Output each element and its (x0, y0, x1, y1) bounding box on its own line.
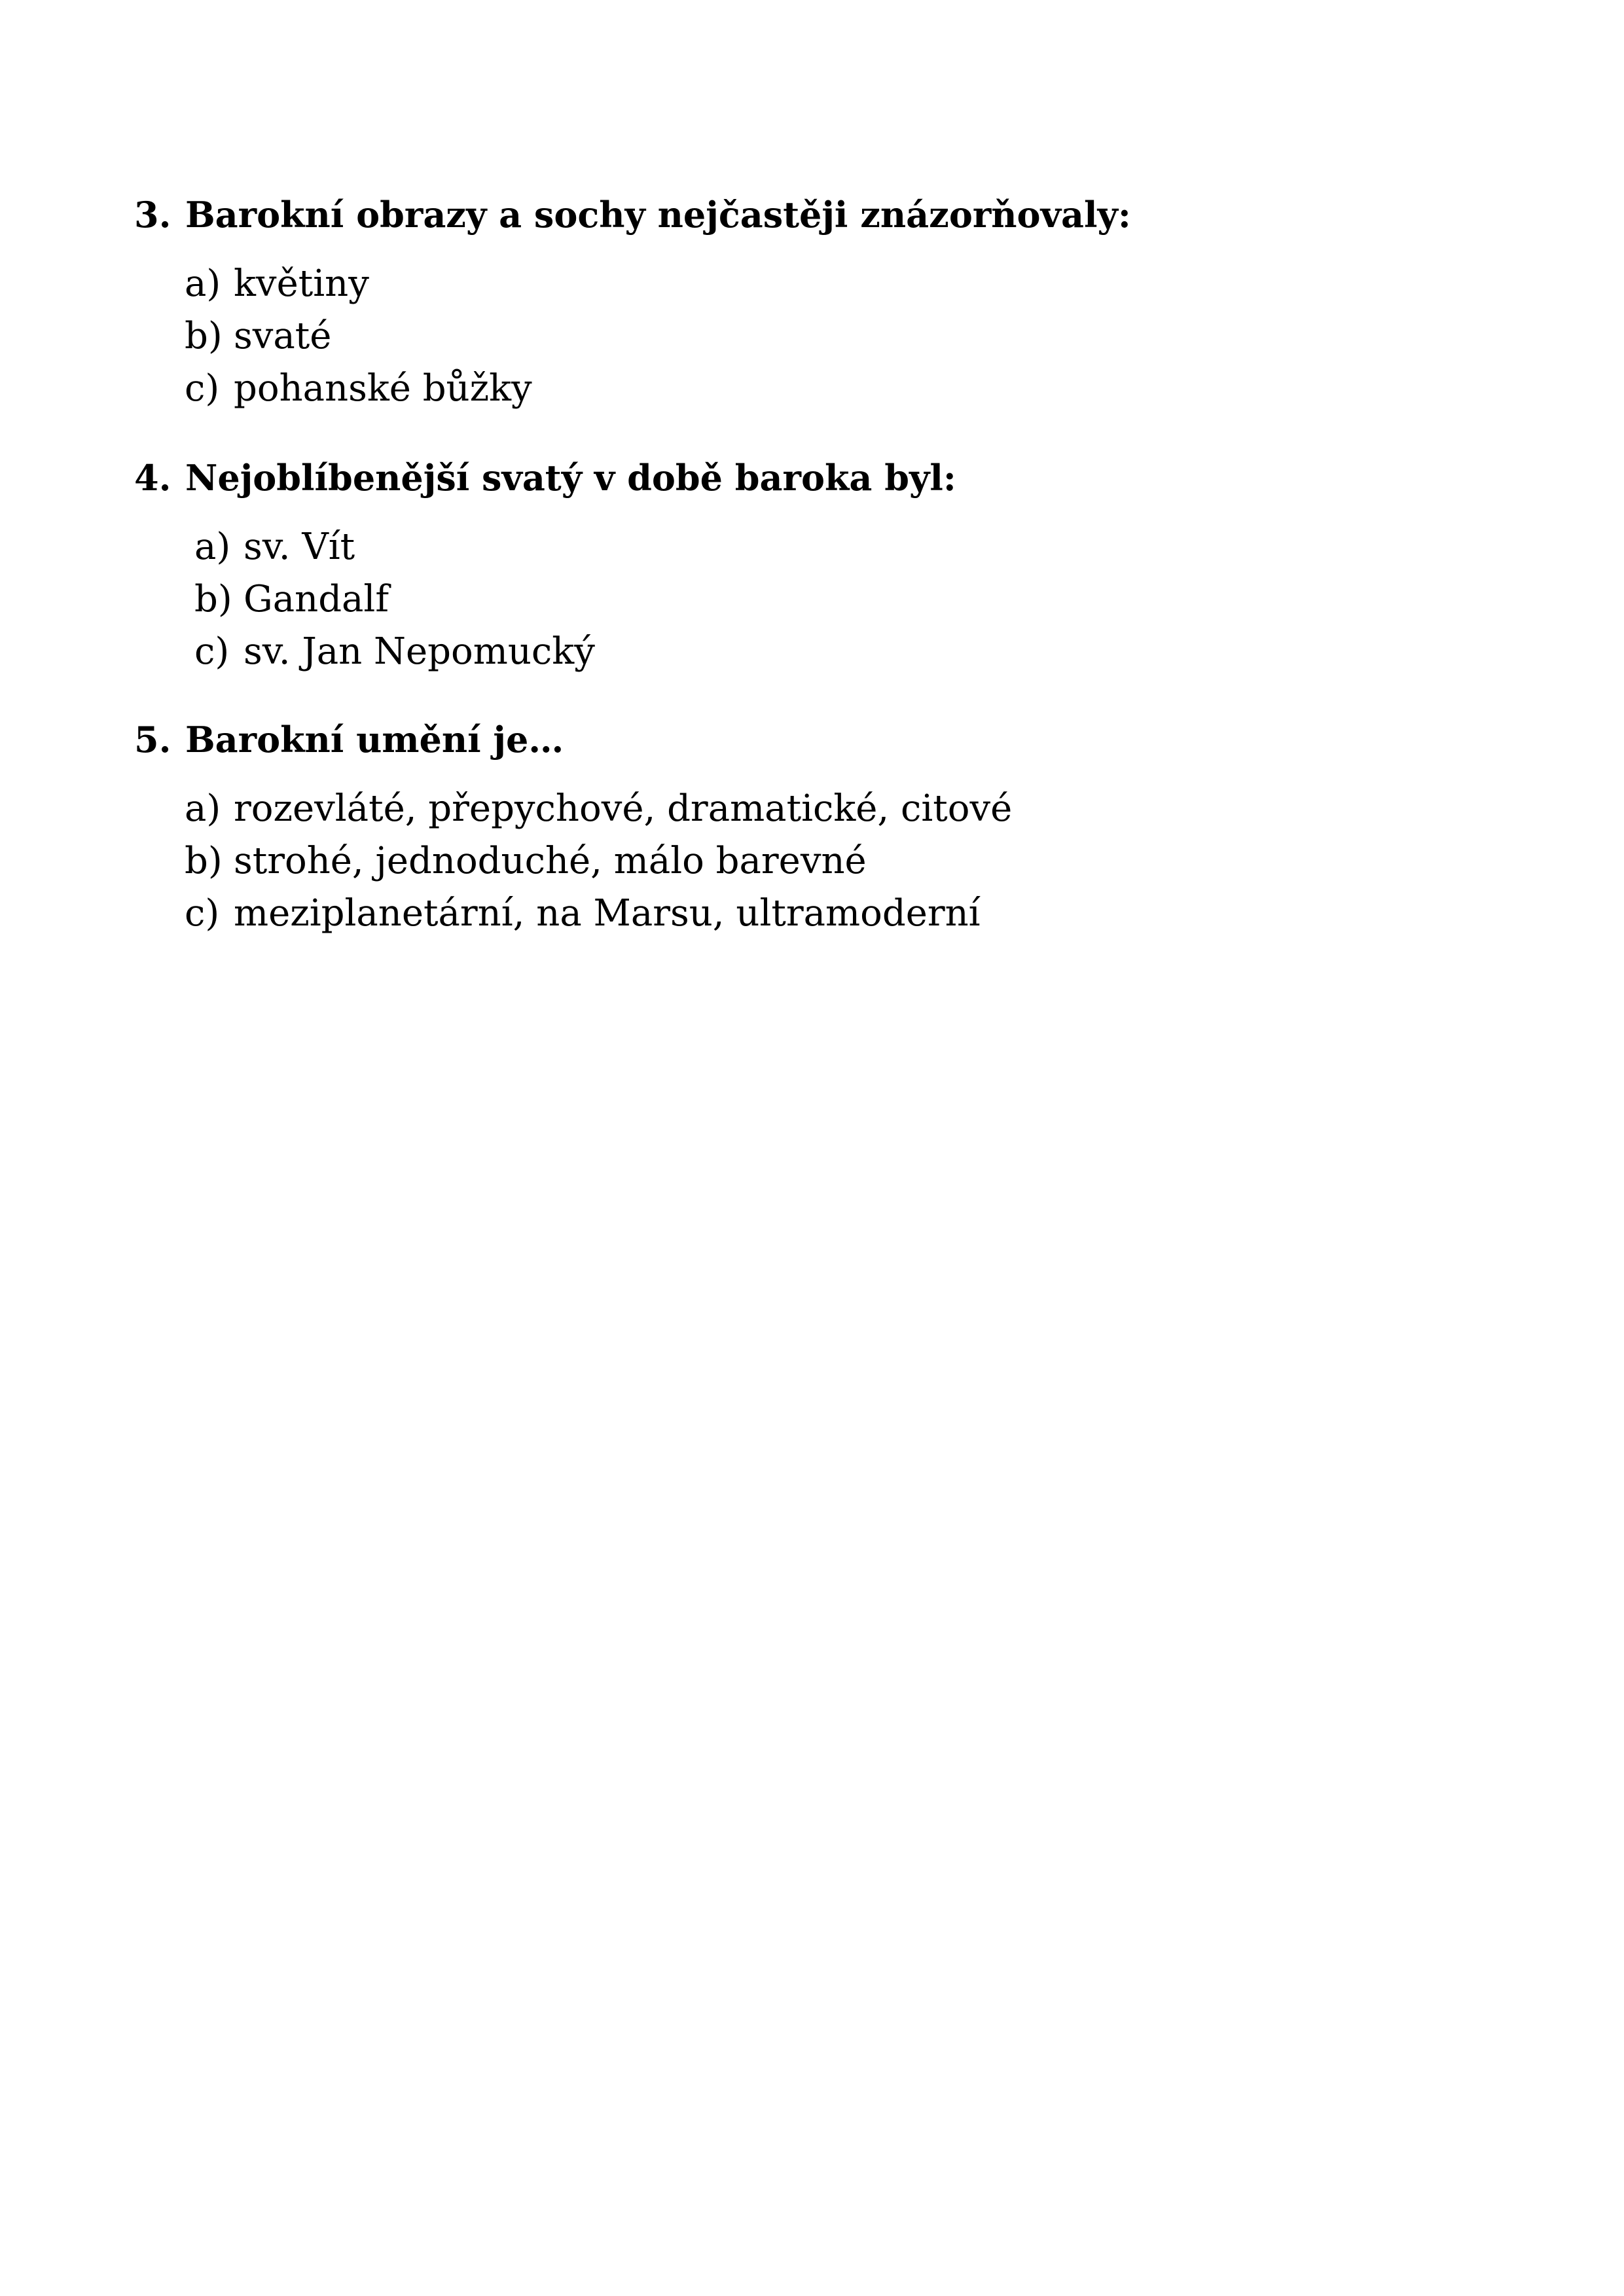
answer-option-b (144, 573, 1509, 626)
question-number: 4. (134, 457, 171, 499)
answer-option-a (134, 258, 1509, 310)
answer-option-c (134, 363, 1509, 415)
option-text: sv. Jan Nepomucký (244, 630, 595, 673)
option-text: Gandalf (244, 578, 389, 620)
answer-option-b (134, 835, 1509, 888)
question-number: 5. (134, 719, 171, 761)
question-5 (134, 716, 1509, 940)
answer-options (134, 783, 1509, 940)
option-letter: a) (194, 526, 231, 568)
answer-options (134, 521, 1509, 678)
question-title (134, 716, 1509, 763)
question-text: Nejoblíbenější svatý v době baroka byl: (185, 457, 956, 499)
option-letter: b) (185, 315, 223, 357)
question-4 (134, 454, 1509, 678)
option-text: strohé, jednoduché, málo barevné (234, 840, 867, 882)
option-letter: a) (185, 787, 221, 830)
answer-options (134, 258, 1509, 415)
answer-option-a (134, 783, 1509, 835)
option-text: sv. Vít (244, 526, 355, 568)
option-text: meziplanetární, na Marsu, ultramoderní (234, 892, 981, 935)
question-text: Barokní umění je… (185, 719, 564, 761)
option-text: svaté (234, 315, 332, 357)
question-title (134, 191, 1509, 238)
answer-option-c (134, 888, 1509, 940)
option-letter: c) (185, 367, 220, 410)
answer-option-c (144, 626, 1509, 678)
question-number: 3. (134, 194, 171, 236)
question-title (134, 454, 1509, 501)
option-letter: b) (194, 578, 232, 620)
option-letter: a) (185, 262, 221, 305)
option-letter: b) (185, 840, 223, 882)
option-text: květiny (234, 262, 369, 305)
option-letter: c) (185, 892, 220, 935)
question-3 (134, 191, 1509, 415)
option-text: pohanské bůžky (234, 367, 532, 410)
option-letter: c) (194, 630, 230, 673)
answer-option-b (134, 310, 1509, 363)
option-text: rozevláté, přepychové, dramatické, citové (234, 787, 1013, 830)
question-text: Barokní obrazy a sochy nejčastěji znázorňovaly: (185, 194, 1131, 236)
answer-option-a (144, 521, 1509, 573)
